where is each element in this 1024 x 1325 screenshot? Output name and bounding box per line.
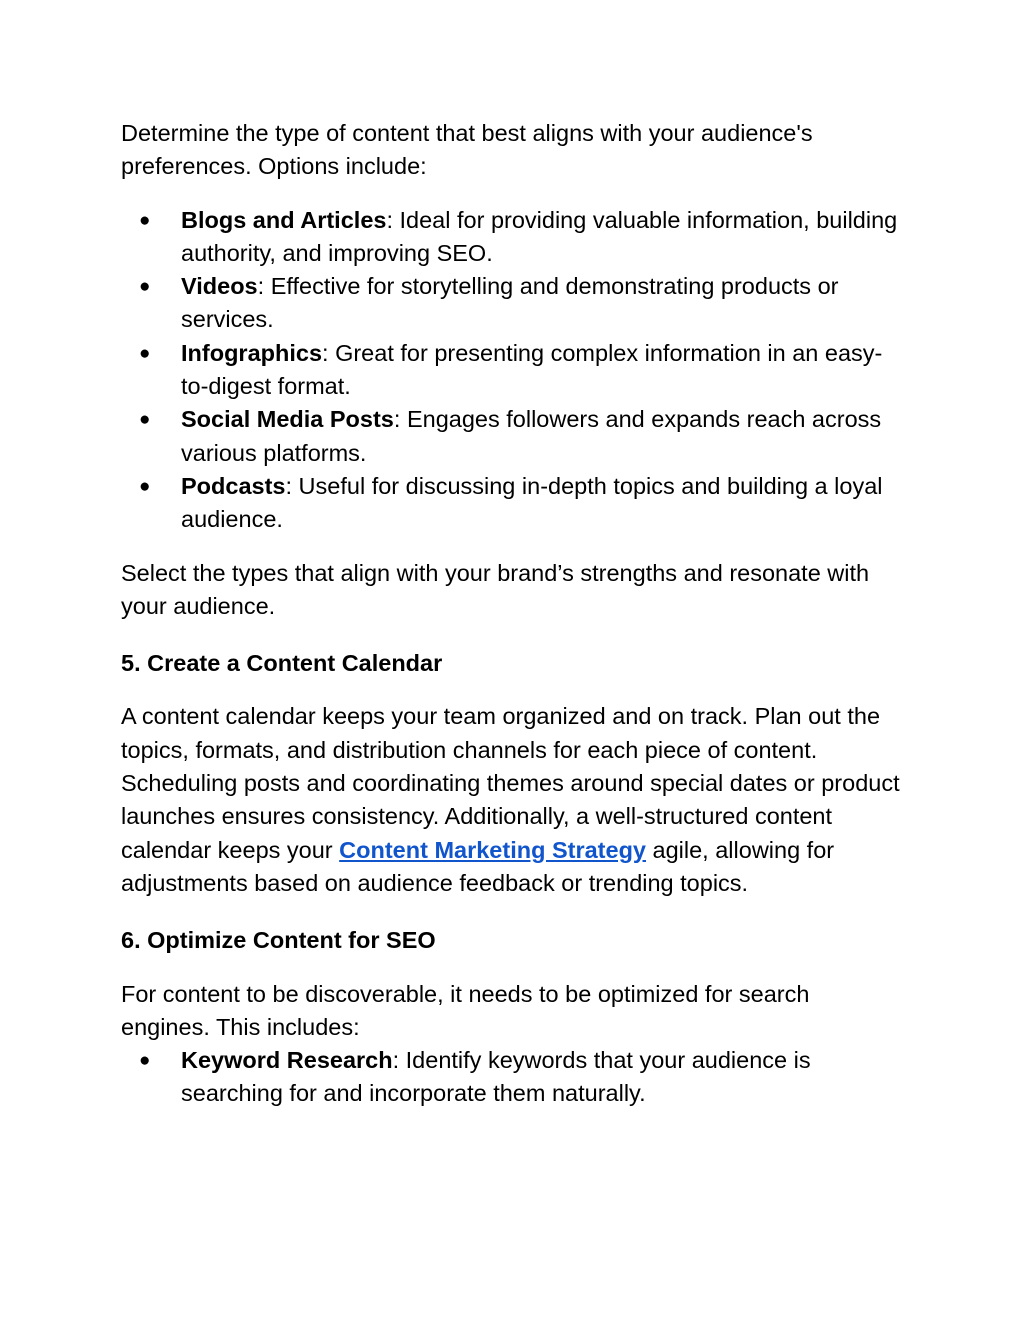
list-item	[139, 204, 901, 271]
list-item-desc: : Ideal for providing valuable information, building authority, and improving SEO.	[181, 206, 898, 266]
select-types-paragraph: Select the types that align with your brand’s strengths and resonate with your audience.	[121, 559, 870, 619]
bullet-icon: ●	[139, 276, 151, 298]
list-item	[139, 403, 901, 470]
bullet-icon: ●	[139, 342, 151, 364]
intro-paragraph: Determine the type of content that best aligns with your audience's preferences. Options include:	[121, 120, 813, 180]
seo-list	[121, 1044, 901, 1111]
section-5-paragraph	[121, 700, 901, 900]
section-6-paragraph: For content to be discoverable, it needs to be optimized for search engines. This includes:	[121, 980, 810, 1040]
list-item-term: Infographics	[181, 339, 323, 366]
list-item-desc: : Great for presenting complex information in an easy-to-digest format.	[181, 339, 883, 400]
document-page	[121, 117, 901, 1131]
section-5-heading: 5. Create a Content Calendar	[121, 650, 443, 677]
bullet-icon: ●	[139, 409, 151, 431]
list-item-term: Social Media Posts	[181, 406, 394, 433]
list-item-desc: : Useful for discussing in-depth topics and building a loyal audience.	[181, 472, 883, 533]
bullet-icon: ●	[139, 1050, 151, 1072]
list-item-term: Videos	[181, 273, 258, 300]
list-item-desc: : Engages followers and expands reach across various platforms.	[181, 406, 882, 466]
bullet-icon: ●	[139, 475, 151, 497]
content-marketing-strategy-link[interactable]: Content Marketing Strategy	[339, 836, 646, 863]
section-5-text-before-link: A content calendar keeps your team organized and on track. Plan out the topics, formats, and distribution channels for each piece of content. Scheduling posts and coordinating themes around special dates or product launches ensures consistency. Additionally, a well-structured content calendar keeps your	[121, 703, 900, 863]
bullet-icon: ●	[139, 209, 151, 231]
list-item-term: Podcasts	[181, 472, 286, 499]
content-types-list	[121, 204, 901, 537]
list-item	[139, 1044, 901, 1111]
list-item	[139, 270, 901, 337]
section-6-heading: 6. Optimize Content for SEO	[121, 927, 436, 954]
list-item-desc: : Effective for storytelling and demonstrating products or services.	[181, 273, 839, 333]
list-item	[139, 337, 901, 404]
list-item-desc: : Identify keywords that your audience is searching for and incorporate them naturally.	[181, 1047, 811, 1107]
list-item-term: Blogs and Articles	[181, 206, 387, 233]
list-item	[139, 470, 901, 537]
list-item-term: Keyword Research	[181, 1047, 393, 1074]
section-5-text-after-link: agile, allowing for adjustments based on audience feedback or trending topics.	[121, 836, 835, 896]
